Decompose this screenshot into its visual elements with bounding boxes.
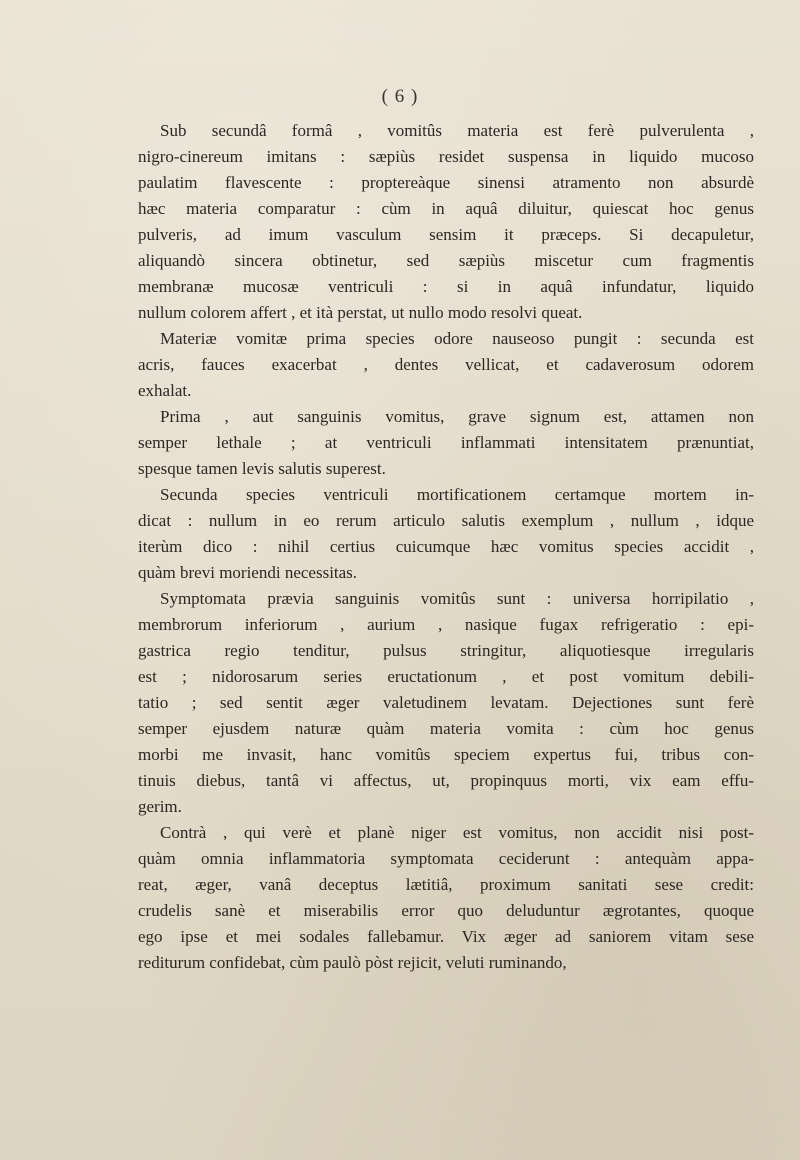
paragraph — [138, 586, 754, 820]
paragraph — [138, 404, 754, 482]
text-line: morbi me invasit, hanc vomitûs speciem expertus fui, tribus con- — [138, 745, 754, 764]
text-line: iterùm dico : nihil certius cuicumque hæc vomitus species accidit , — [138, 537, 754, 556]
text-line: Materiæ vomitæ prima species odore nauseoso pungit : secunda est — [160, 329, 754, 348]
text-line: crudelis sanè et miserabilis error quo deluduntur ægrotantes, quoque — [138, 901, 754, 920]
text-line: ego ipse et mei sodales fallebamur. Vix æger ad saniorem vitam sese — [138, 927, 754, 946]
paragraph — [138, 820, 754, 976]
body-text — [138, 118, 754, 976]
text-line: nullum colorem affert , et ità perstat, ut nullo modo resolvi queat. — [138, 303, 583, 322]
paragraph — [138, 326, 754, 404]
text-line: gerim. — [138, 797, 182, 816]
text-line: membranæ mucosæ ventriculi : si in aquâ infundatur, liquido — [138, 277, 754, 296]
text-line: membrorum inferiorum , aurium , nasique fugax refrigeratio : epi- — [138, 615, 754, 634]
text-line: tatio ; sed sentit æger valetudinem levatam. Dejectiones sunt ferè — [138, 693, 754, 712]
text-line: quàm omnia inflammatoria symptomata ceciderunt : antequàm appa- — [138, 849, 754, 868]
text-line: est ; nidorosarum series eructationum , et post vomitum debili- — [138, 667, 754, 686]
text-line: spesque tamen levis salutis superest. — [138, 459, 386, 478]
text-line: Secunda species ventriculi mortificationem certamque mortem in- — [160, 485, 754, 504]
text-line: Symptomata prævia sanguinis vomitûs sunt : universa horripilatio , — [160, 589, 754, 608]
text-line: rediturum confidebat, cùm paulò pòst rejicit, veluti ruminando, — [138, 953, 567, 972]
text-line: hæc materia comparatur : cùm in aquâ diluitur, quiescat hoc genus — [138, 199, 754, 218]
text-line: reat, æger, vanâ deceptus lætitiâ, proximum sanitati sese credit: — [138, 875, 754, 894]
text-line: nigro-cinereum imitans : sæpiùs residet suspensa in liquido mucoso — [138, 147, 754, 166]
text-line: aliquandò sincera obtinetur, sed sæpiùs miscetur cum fragmentis — [138, 251, 754, 270]
text-line: acris, fauces exacerbat , dentes vellicat, et cadaverosum odorem — [138, 355, 754, 374]
paragraph — [138, 118, 754, 326]
text-line: Contrà , qui verè et planè niger est vomitus, non accidit nisi post- — [160, 823, 754, 842]
text-line: gastrica regio tenditur, pulsus stringitur, aliquotiesque irregularis — [138, 641, 754, 660]
text-line: pulveris, ad imum vasculum sensim it præceps. Si decapuletur, — [138, 225, 754, 244]
text-line: exhalat. — [138, 381, 192, 400]
text-line: semper ejusdem naturæ quàm materia vomita : cùm hoc genus — [138, 719, 754, 738]
text-line: dicat : nullum in eo rerum articulo salutis exemplum , nullum , idque — [138, 511, 754, 530]
text-line: Sub secundâ formâ , vomitûs materia est ferè pulverulenta , — [160, 121, 754, 140]
text-line: paulatim flavescente : proptereàque sinensi atramento non absurdè — [138, 173, 754, 192]
text-line: Prima , aut sanguinis vomitus, grave signum est, attamen non — [160, 407, 754, 426]
page-number: ( 6 ) — [381, 86, 419, 107]
text-line: semper lethale ; at ventriculi inflammati intensitatem prænuntiat, — [138, 433, 754, 452]
text-line: quàm brevi moriendi necessitas. — [138, 563, 358, 582]
text-line: tinuis diebus, tantâ vi affectus, ut, propinquus morti, vix eam effu- — [138, 771, 754, 790]
paragraph — [138, 482, 754, 586]
